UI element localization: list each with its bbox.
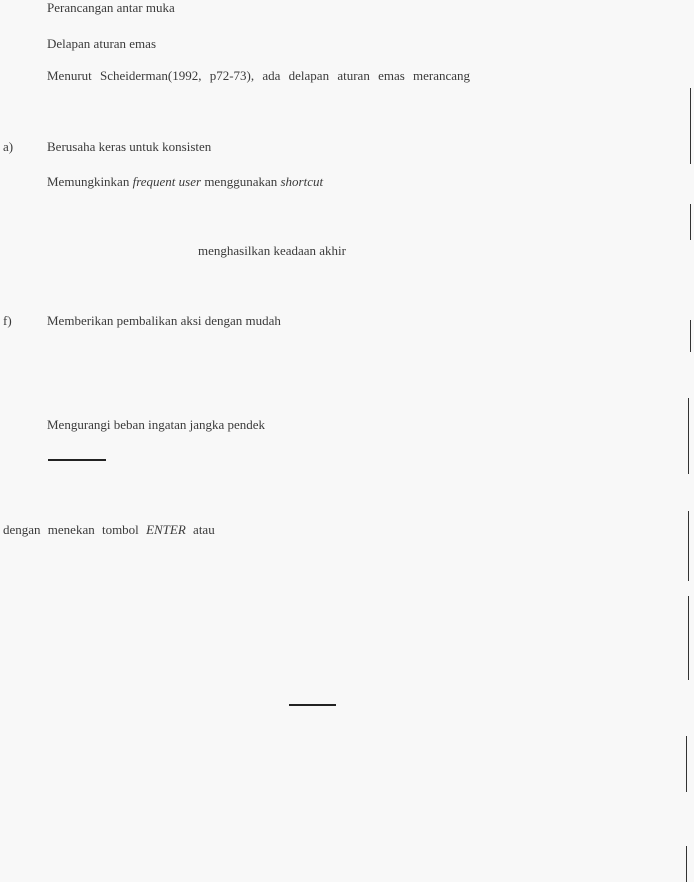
- enter-paragraph: [3, 522, 215, 538]
- center-rule: [289, 704, 336, 706]
- section-heading: Perancangan antar muka: [47, 0, 175, 15]
- margin-bar: [690, 204, 691, 240]
- memory-paragraph: Mengurangi beban ingatan jangka pendek: [47, 417, 266, 432]
- underline-rule: [48, 459, 106, 461]
- margin-bar: [690, 88, 691, 164]
- end-state-text: menghasilkan keadaan akhir: [198, 243, 346, 258]
- shortcut-paragraph: [47, 174, 323, 190]
- margin-bar: [688, 511, 689, 581]
- margin-bar: [690, 320, 691, 352]
- shortcut-text-middle: menggunakan: [204, 174, 278, 189]
- margin-bar: [688, 398, 689, 474]
- subsection-heading: Delapan aturan emas: [47, 36, 157, 51]
- item-f-marker: f): [3, 313, 12, 328]
- margin-bar: [686, 846, 687, 882]
- enter-text-before: dengan menekan tombol: [3, 522, 139, 537]
- item-f-title: Memberikan pembalikan aksi dengan mudah: [47, 313, 281, 328]
- margin-bar: [686, 736, 687, 792]
- intro-paragraph: Menurut Scheiderman(1992, p72-73), ada delapan aturan emas merancang: [47, 68, 471, 83]
- shortcut-italic-shortcut: shortcut: [280, 174, 324, 189]
- shortcut-italic-frequent-user: frequent user: [132, 174, 202, 189]
- item-a-marker: a): [3, 139, 14, 154]
- shortcut-text-before: Memungkinkan: [47, 174, 130, 189]
- item-a-title: Berusaha keras untuk konsisten: [47, 139, 212, 154]
- enter-italic-key: ENTER: [146, 522, 186, 537]
- margin-bar: [688, 596, 689, 680]
- enter-text-after: atau: [193, 522, 215, 537]
